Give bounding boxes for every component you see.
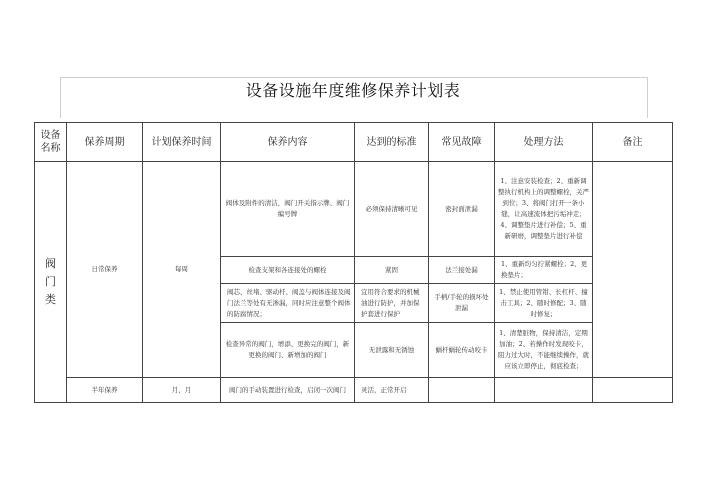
header-period: 保养周期 [67,123,143,162]
header-content: 保养内容 [221,123,355,162]
table-row [35,162,673,257]
table-row [35,378,673,403]
content-cell: 阀门的手动装置进行检查，启闭一次阀门 [221,378,355,403]
remark-cell [593,162,673,378]
standard-cell: 无泄露和无锈蚀 [355,323,429,378]
fault-cell: 密封面泄漏 [429,162,495,257]
period-cell: 日常保养 [67,162,143,378]
method-cell: 1、注意安装检查；2、重新调整执行机构上的调整螺栓，关严到位；3、将阀门打开一条小缝，让高速流体把污垢冲走；4、调整垫片进行补偿；5、重新研磨，调整垫片进行补偿 [495,162,593,257]
method-cell: 1、重新均匀拧紧螺栓；2、更换垫片； [495,257,593,284]
standard-cell: 灵活，正常开启 [355,378,429,403]
header-row [35,123,673,162]
content-cell: 阀体及附件的清洁，阀门开关指示牌、阀门编号牌 [221,162,355,257]
period-cell: 半年保养 [67,378,143,403]
header-fault: 常见故障 [429,123,495,162]
fault-cell: 手柄/手轮的损坏处泄漏 [429,284,495,323]
remark-cell [593,378,673,403]
content-cell: 检查支架和各连接处的螺栓 [221,257,355,284]
header-standard: 达到的标准 [355,123,429,162]
fault-cell: 蜗杆蜗轮传动咬卡 [429,323,495,378]
method-cell: 1、禁止使用管钳、长杠杆、撞击工具；2、随时修配；3、随时修复； [495,284,593,323]
standard-cell: 必须保持清晰可见 [355,162,429,257]
fault-cell: 法兰接处漏 [429,257,495,284]
standard-cell: 宜用符合要求的机械油进行防护，并加保护套进行保护 [355,284,429,323]
category-cell [35,162,67,403]
header-remark: 备注 [593,123,673,162]
page-title: 设备设施年度维修保养计划表 [245,81,461,100]
method-cell [495,378,593,403]
header-method: 处理方法 [495,123,593,162]
standard-cell: 紧固 [355,257,429,284]
method-cell: 1、清楚脏物，保持清洁，定期加油；2、若操作时发现咬卡，阻力过大时，不能继续操作，就应该立即停止，彻底检查； [495,323,593,378]
content-cell: 检查异常的阀门，增添、更换完的阀门，新更换的阀门、新增加的阀门 [221,323,355,378]
header-equipment-name: 设备名称 [35,123,67,162]
content-cell: 阀芯、丝堵、驱动杆、阀盖与阀体连接及阀门法兰等处有无渗漏，同时应注意整个阀体的防腐情况； [221,284,355,323]
fault-cell [429,378,495,403]
category-char: 门 [45,275,56,288]
category-char: 阀 [45,257,56,270]
header-plan-time: 计划保养时间 [143,123,221,162]
maintenance-plan-table [34,122,673,403]
time-cell: 月，月 [143,378,221,403]
category-char: 类 [45,293,56,306]
time-cell: 每周 [143,162,221,378]
